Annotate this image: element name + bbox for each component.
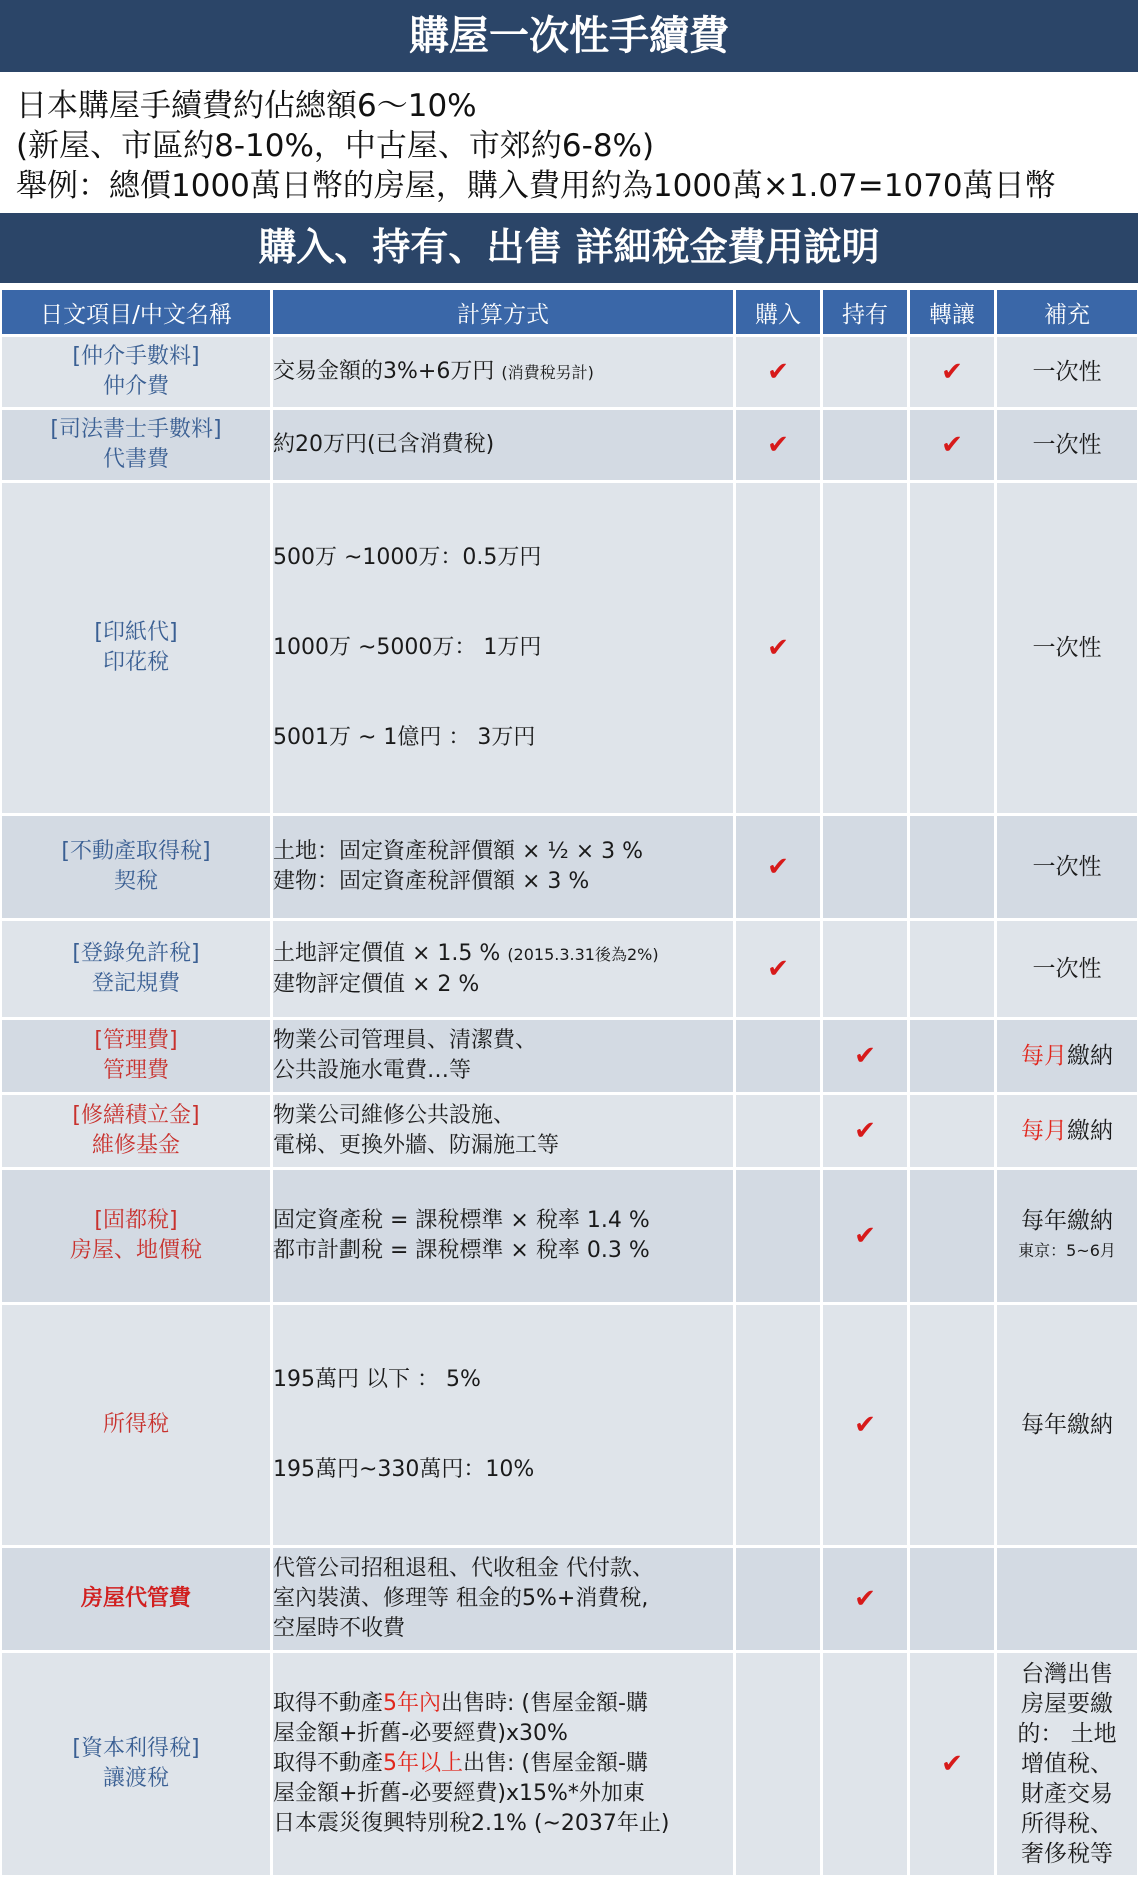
- transfer-check-icon: [910, 483, 994, 813]
- calc-line: 5001万 ~ 1億円 ： 3万円: [273, 725, 536, 750]
- transfer-check-icon: [910, 1095, 994, 1167]
- transfer-check-icon: [910, 1305, 994, 1545]
- header-item: 日文項目/中文名稱: [2, 290, 270, 334]
- item-cell: [2, 1170, 270, 1302]
- calc-line: 交易金額的3%+6万円: [273, 358, 495, 384]
- table-row: [2, 1653, 1137, 1875]
- table-row: [2, 337, 1137, 407]
- note-text: 每年繳納: [1021, 1208, 1113, 1234]
- hold-check-icon: ✔: [823, 1095, 907, 1167]
- table-header-row: [2, 290, 1137, 334]
- calc-line: 室內裝潢、修理等 租金的5%+消費稅,: [273, 1586, 649, 1611]
- buy-check-icon: ✔: [736, 921, 820, 1017]
- table-row: [2, 410, 1137, 480]
- item-jp: [仲介手數料]: [72, 344, 200, 369]
- note-highlight: 每月: [1021, 1043, 1067, 1069]
- note-cell: [997, 1653, 1137, 1875]
- item-zh: 所得稅: [102, 1412, 169, 1437]
- item-zh: 登記規費: [91, 971, 180, 996]
- item-cell: [2, 1305, 270, 1545]
- tax-table: [0, 287, 1138, 1878]
- transfer-check-icon: ✔: [910, 410, 994, 480]
- note-cell: 一次性: [997, 337, 1137, 407]
- hold-check-icon: ✔: [823, 1305, 907, 1545]
- item-cell: [2, 1095, 270, 1167]
- note-cell: [997, 1020, 1137, 1092]
- note-cell: 一次性: [997, 483, 1137, 813]
- note-cell: 一次性: [997, 816, 1137, 918]
- calc-highlight: 5年內: [383, 1691, 442, 1716]
- note-cell: [997, 1548, 1137, 1650]
- note-text: 繳納: [1067, 1043, 1113, 1069]
- calc-line: 土地評定價值 × 1.5 %: [273, 940, 501, 966]
- transfer-check-icon: [910, 921, 994, 1017]
- item-zh: 代書費: [102, 447, 169, 472]
- note-line: 台灣出售: [1021, 1661, 1113, 1687]
- note-text: 繳納: [1067, 1118, 1113, 1144]
- calc-cell: [273, 1653, 733, 1875]
- table-row: [2, 1095, 1137, 1167]
- calc-highlight: 5年以上: [383, 1751, 464, 1776]
- note-cell: 一次性: [997, 921, 1137, 1017]
- buy-check-icon: ✔: [736, 337, 820, 407]
- note-line: 增值稅、: [1021, 1751, 1113, 1777]
- note-subtext: 東京：5~6月: [1018, 1241, 1116, 1260]
- item-jp: [印紙代]: [94, 620, 178, 645]
- calc-line: 195萬円~330萬円：10%: [273, 1457, 535, 1482]
- header-hold: 持有: [823, 290, 907, 334]
- item-cell: [2, 483, 270, 813]
- calc-line: 代管公司招租退租、代收租金 代付款、: [273, 1556, 654, 1581]
- calc-line: 屋金額+折舊-必要經費)x30%: [273, 1721, 568, 1746]
- item-jp: [管理費]: [94, 1028, 178, 1053]
- table-row: [2, 921, 1137, 1017]
- buy-check-icon: [736, 1020, 820, 1092]
- section-title: 購入、持有、出售 詳細稅金費用說明: [0, 213, 1138, 283]
- hold-check-icon: [823, 921, 907, 1017]
- buy-check-icon: ✔: [736, 483, 820, 813]
- item-jp: [登錄免許稅]: [72, 941, 200, 966]
- calc-text: 出售: (售屋金額-購: [463, 1751, 648, 1776]
- note-cell: 每年繳納: [997, 1305, 1137, 1545]
- calc-line: 日本震災復興特別稅2.1% (~2037年止): [273, 1811, 670, 1836]
- calc-cell: [273, 1095, 733, 1167]
- item-cell: [2, 816, 270, 918]
- calc-line: 屋金額+折舊-必要經費)x15%*外加東: [273, 1781, 645, 1806]
- item-jp: [資本利得稅]: [72, 1736, 200, 1761]
- item-zh: 房屋代管費: [80, 1586, 191, 1611]
- buy-check-icon: [736, 1548, 820, 1650]
- hold-check-icon: ✔: [823, 1170, 907, 1302]
- item-jp: [不動產取得稅]: [61, 839, 211, 864]
- buy-check-icon: [736, 1305, 820, 1545]
- note-line: 房屋要繳: [1021, 1691, 1113, 1717]
- calc-line: 建物：固定資產稅評價額 × 3 %: [273, 869, 590, 894]
- calc-line: 都市計劃稅 = 課稅標準 × 稅率 0.3 %: [273, 1238, 650, 1263]
- transfer-check-icon: [910, 1020, 994, 1092]
- note-cell: 一次性: [997, 410, 1137, 480]
- note-line: 財產交易: [1021, 1781, 1113, 1807]
- table-row: [2, 483, 1137, 813]
- calc-text: 取得不動產: [273, 1691, 384, 1716]
- note-cell: [997, 1170, 1137, 1302]
- calc-cell: [273, 1548, 733, 1650]
- item-zh: 維修基金: [91, 1133, 180, 1158]
- calc-line: 固定資產稅 = 課稅標準 × 稅率 1.4 %: [273, 1208, 650, 1233]
- item-zh: 仲介費: [102, 374, 169, 399]
- item-zh: 讓渡稅: [102, 1766, 169, 1791]
- calc-line: 1000万 ~5000万： 1万円: [273, 635, 542, 660]
- calc-text: 取得不動產: [273, 1751, 384, 1776]
- hold-check-icon: [823, 1653, 907, 1875]
- transfer-check-icon: [910, 1548, 994, 1650]
- transfer-check-icon: ✔: [910, 337, 994, 407]
- item-zh: 契稅: [113, 869, 158, 894]
- transfer-check-icon: [910, 1170, 994, 1302]
- calc-cell: [273, 816, 733, 918]
- note-cell: [997, 1095, 1137, 1167]
- table-row: [2, 816, 1137, 918]
- item-cell: [2, 1548, 270, 1650]
- header-transfer: 轉讓: [910, 290, 994, 334]
- hold-check-icon: [823, 410, 907, 480]
- calc-line: 空屋時不收費: [273, 1616, 406, 1641]
- calc-note: (2015.3.31後為2%): [507, 944, 659, 964]
- calc-cell: [273, 1305, 733, 1545]
- calc-line: 物業公司管理員、清潔費、: [273, 1028, 538, 1053]
- calc-line: 公共設施水電費…等: [273, 1058, 472, 1083]
- header-buy: 購入: [736, 290, 820, 334]
- note-line: 的： 土地: [1017, 1721, 1117, 1747]
- buy-check-icon: [736, 1095, 820, 1167]
- note-line: 所得稅、: [1021, 1811, 1113, 1837]
- calc-cell: [273, 483, 733, 813]
- calc-cell: [273, 337, 733, 407]
- table-row: [2, 1305, 1137, 1545]
- hold-check-icon: ✔: [823, 1548, 907, 1650]
- item-jp: [固都稅]: [94, 1208, 178, 1233]
- item-zh: 印花稅: [102, 650, 169, 675]
- item-jp: [修繕積立金]: [72, 1103, 200, 1128]
- table-row: [2, 1020, 1137, 1092]
- calc-line: 建物評定價值 × 2 %: [273, 971, 480, 997]
- page-title: 購屋一次性手續費: [0, 0, 1138, 72]
- header-calc: 計算方式: [273, 290, 733, 334]
- note-highlight: 每月: [1021, 1118, 1067, 1144]
- item-zh: 房屋、地價稅: [69, 1238, 202, 1263]
- table-row: [2, 1170, 1137, 1302]
- calc-cell: [273, 1170, 733, 1302]
- calc-line: 電梯、更換外牆、防漏施工等: [273, 1133, 560, 1158]
- intro-text: [16, 86, 1126, 206]
- calc-note: (消費稅另計): [501, 362, 594, 382]
- transfer-check-icon: ✔: [910, 1653, 994, 1875]
- item-cell: [2, 410, 270, 480]
- hold-check-icon: [823, 337, 907, 407]
- calc-cell: [273, 410, 733, 480]
- calc-line: 195萬円 以下 ： 5%: [273, 1367, 481, 1392]
- calc-cell: [273, 1020, 733, 1092]
- item-cell: [2, 921, 270, 1017]
- intro-line-3: 舉例：總價1000萬日幣的房屋，購入費用約為1000萬×1.07=1070萬日幣: [16, 168, 1056, 204]
- buy-check-icon: [736, 1653, 820, 1875]
- hold-check-icon: ✔: [823, 1020, 907, 1092]
- buy-check-icon: ✔: [736, 410, 820, 480]
- item-zh: 管理費: [102, 1058, 169, 1083]
- item-cell: [2, 1020, 270, 1092]
- item-cell: [2, 337, 270, 407]
- item-jp: [司法書士手數料]: [50, 417, 222, 442]
- table-row: [2, 1548, 1137, 1650]
- transfer-check-icon: [910, 816, 994, 918]
- calc-line: 約20万円(已含消費稅): [273, 432, 495, 457]
- calc-cell: [273, 921, 733, 1017]
- note-line: 奢侈稅等: [1021, 1841, 1113, 1867]
- calc-line: 物業公司維修公共設施、: [273, 1103, 516, 1128]
- buy-check-icon: ✔: [736, 816, 820, 918]
- calc-text: 出售時: (售屋金額-購: [441, 1691, 648, 1716]
- hold-check-icon: [823, 483, 907, 813]
- intro-line-1: 日本購屋手續費約佔總額6～10%: [16, 88, 477, 124]
- item-cell: [2, 1653, 270, 1875]
- intro-line-2: (新屋、市區約8-10%，中古屋、市郊約6-8%): [16, 128, 655, 164]
- hold-check-icon: [823, 816, 907, 918]
- header-note: 補充: [997, 290, 1137, 334]
- buy-check-icon: [736, 1170, 820, 1302]
- calc-line: 土地：固定資產稅評價額 × ½ × 3 %: [273, 839, 644, 864]
- calc-line: 500万 ~1000万：0.5万円: [273, 545, 542, 570]
